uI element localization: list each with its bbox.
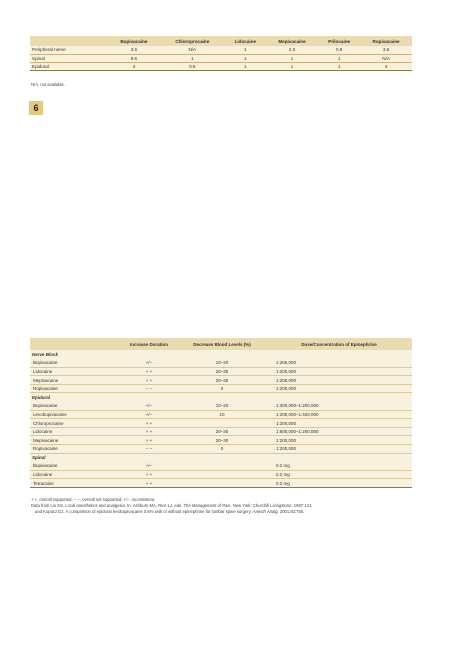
table-cell: 1:200,000 xyxy=(266,367,412,376)
table-cell: Chloroprocaine xyxy=(30,419,120,428)
table-cell xyxy=(178,462,266,471)
table-cell: − − xyxy=(120,384,178,393)
table-row xyxy=(30,384,412,393)
table-cell: +/− xyxy=(120,462,178,471)
table1-header-cell: Prilocaine xyxy=(328,38,351,44)
table-cell: Bupivacaine xyxy=(30,359,120,368)
table-cell: 0.8 xyxy=(335,47,343,53)
table-cell: 20–30 xyxy=(178,436,266,445)
section-row xyxy=(30,453,412,462)
table-row xyxy=(30,479,412,488)
footnote-text: and Kopacz DJ. A comparison of epidural levobupivacaine 0.5% with or without epinephrine for lumbar spine surgery. xyxy=(35,509,253,514)
table-cell: 0.2 mg xyxy=(266,479,412,488)
table-cell: + + xyxy=(120,419,178,428)
table-cell: 1 xyxy=(244,63,247,69)
table2-header-cell: Dose/Concentration of Epinephrine xyxy=(301,341,377,347)
table-cell: 1 xyxy=(191,55,194,61)
table-cell: 1:200,000 xyxy=(266,376,412,385)
table-cell: Lidocaine xyxy=(30,367,120,376)
table-cell xyxy=(178,470,266,479)
table-cell: 1:200,000 xyxy=(266,436,412,445)
table-cell: + + xyxy=(120,436,178,445)
table-cell: + + xyxy=(120,479,178,488)
table-row xyxy=(30,445,412,454)
table-cell: +/− xyxy=(120,410,178,419)
table-row xyxy=(30,427,412,436)
table-cell: 1 xyxy=(337,63,341,69)
table-cell: Ropivacaine xyxy=(30,445,120,454)
table-cell: 0.2 mg xyxy=(266,462,412,471)
table-row xyxy=(30,462,412,471)
table-cell: Bupivacaine xyxy=(30,462,120,471)
table2-header-row xyxy=(30,338,412,350)
table1-note: N/A, not available. xyxy=(31,82,65,87)
table-cell: Ropivacaine xyxy=(30,384,120,393)
table-cell: 0.2 mg xyxy=(266,470,412,479)
table-cell: N/A xyxy=(188,47,197,53)
table-cell: 1 xyxy=(290,55,294,61)
table-row xyxy=(30,402,412,411)
table-cell: Spinal xyxy=(32,55,45,61)
table-cell xyxy=(178,419,266,428)
table-cell: 0 xyxy=(178,384,266,393)
table2-footnote-legend: + +, overall supported; − −, overall not supported; +/−, inconsistent. xyxy=(31,497,156,502)
table1-header-cell: Chloroprocaine xyxy=(175,38,210,44)
table-cell: + + xyxy=(120,470,178,479)
table1-header-row xyxy=(30,36,412,46)
table-cell: Mepivacaine xyxy=(30,436,120,445)
table-cell: 1:200,000–1:400,000 xyxy=(266,410,412,419)
table-row xyxy=(30,359,412,368)
table-cell: 10–20 xyxy=(178,359,266,368)
table-cell: 1 xyxy=(337,55,341,61)
table-cell: +/− xyxy=(120,359,178,368)
table1-header-cell: Ropivacaine xyxy=(372,38,400,44)
table1-header-cell: Lidocaine xyxy=(234,38,257,44)
section-title: Spinal xyxy=(32,455,46,461)
table-cell: Bupivacaine xyxy=(30,402,120,411)
table-row xyxy=(30,419,412,428)
table-cell: 9.6 xyxy=(130,55,138,61)
table-cell: 4 xyxy=(132,63,136,69)
table-cell: 1 xyxy=(290,63,294,69)
table-cell: N/A xyxy=(382,55,390,61)
table-cell: + + xyxy=(120,367,178,376)
section-row xyxy=(30,350,412,359)
table-row xyxy=(30,470,412,479)
table-cell: 1:200,000 xyxy=(266,419,412,428)
table-row xyxy=(30,62,412,70)
footnote-book-title: The Management of Pain. xyxy=(183,503,232,508)
table-row xyxy=(30,436,412,445)
table-cell: Epidural xyxy=(32,63,49,69)
table-cell: 10 xyxy=(178,410,266,419)
table-cell: 20–30 xyxy=(178,376,266,385)
table-row xyxy=(30,46,412,54)
table2-footnote-source-line2 xyxy=(31,509,431,515)
table-cell: 1:200,000 xyxy=(266,445,412,454)
table-cell xyxy=(178,479,266,488)
table-cell: 2.6 xyxy=(288,47,296,53)
table-cell: Peripheral nerve xyxy=(32,47,66,53)
table2-header-cell: Decrease Blood Levels (%) xyxy=(193,341,251,347)
table2-header-cell xyxy=(30,338,120,350)
table-relative-potency xyxy=(30,36,412,71)
table-epinephrine-effects xyxy=(30,338,412,488)
table-cell: 3.6 xyxy=(130,47,138,53)
table-row xyxy=(30,54,412,62)
chapter-number-badge: 6 xyxy=(29,101,43,115)
table-cell: Mepivacaine xyxy=(30,376,120,385)
table2-header-cell: Increase Duration xyxy=(129,341,168,347)
table-cell: 20–30 xyxy=(178,367,266,376)
table-row xyxy=(30,410,412,419)
table-cell: 1:600,000–1:200,000 xyxy=(266,427,412,436)
table-cell: +/− xyxy=(120,402,178,411)
table-cell: 1:300,000–1:200,000 xyxy=(266,402,412,411)
table-cell: 1 xyxy=(244,55,247,61)
footnote-text: New York: Churchill Livingstone; 1997:141; xyxy=(231,503,313,508)
table-row xyxy=(30,367,412,376)
table-cell: + + xyxy=(120,376,178,385)
table-cell: − − xyxy=(120,445,178,454)
table-cell: 0 xyxy=(178,445,266,454)
table-cell: 20–30 xyxy=(178,427,266,436)
table-cell: Lidocaine xyxy=(30,427,120,436)
section-title: Nerve Block xyxy=(32,351,59,357)
footnote-text: 2001;93:755. xyxy=(278,509,305,514)
table-cell: 1 xyxy=(244,47,247,53)
section-row xyxy=(30,393,412,402)
table-cell: 0.5 xyxy=(189,63,196,69)
table-row xyxy=(30,376,412,385)
table-cell: Levobupivacaine xyxy=(30,410,120,419)
table-cell: 3.6 xyxy=(382,47,390,53)
table1-header-cell xyxy=(30,36,108,46)
table-cell: Tetracaine xyxy=(30,479,120,488)
table-cell: 10–20 xyxy=(178,402,266,411)
table-cell: Lidocaine xyxy=(30,470,120,479)
section-title: Epidural xyxy=(32,395,51,401)
footnote-text: Data from Liu SS. Local anesthetics and analgesia. In: Ashburn MA, Rice LJ, eds. xyxy=(31,503,184,508)
table1-header-cell: Mepivacaine xyxy=(278,38,306,44)
table1-header-cell: Bupivacaine xyxy=(120,38,148,44)
table-cell: + + xyxy=(120,427,178,436)
footnote-journal-title: Anesth Analg. xyxy=(252,509,279,514)
table-cell: 4 xyxy=(384,63,388,69)
table-cell: 1:200,000 xyxy=(266,384,412,393)
table-cell: 1:200,000 xyxy=(266,359,412,368)
